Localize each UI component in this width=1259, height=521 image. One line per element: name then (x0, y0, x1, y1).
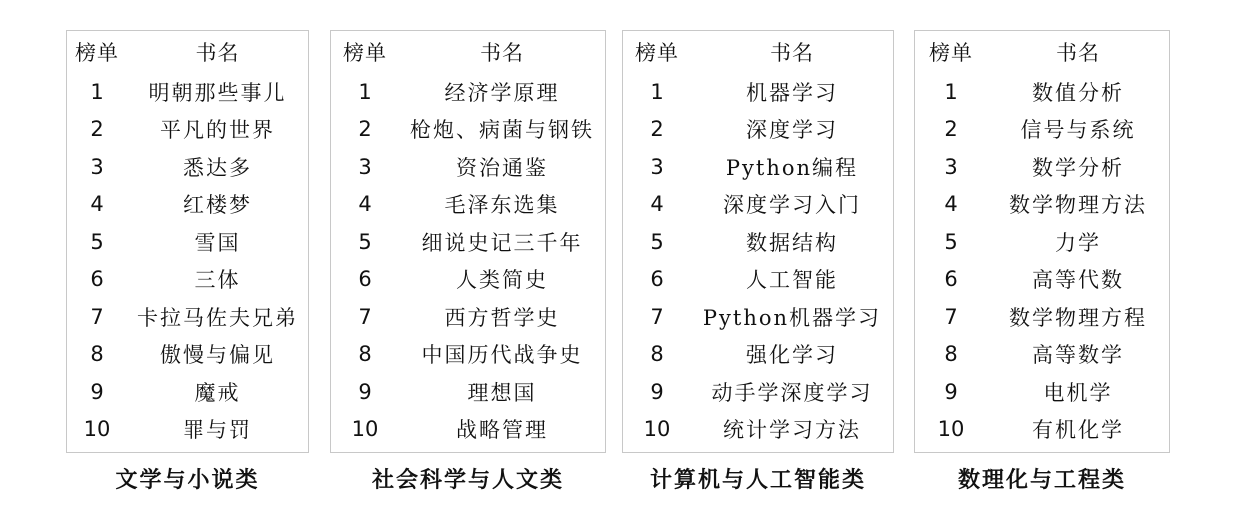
table-row (331, 411, 605, 449)
book-title: 电机学 (1043, 380, 1113, 405)
rank-number: 2 (90, 117, 104, 142)
table-row (331, 186, 605, 224)
rank-number: 8 (944, 342, 958, 367)
rank-number: 10 (351, 417, 379, 442)
rank-number: 2 (944, 117, 958, 142)
table-row (331, 298, 605, 336)
rank-number: 4 (944, 192, 958, 217)
category-caption: 数理化与工程类 (957, 467, 1126, 493)
table-row (623, 111, 893, 149)
ranking-panel-2 (330, 30, 606, 453)
table-row (67, 148, 308, 186)
table-row (67, 336, 308, 374)
book-title: 魔戒 (194, 380, 241, 405)
table-row (915, 148, 1169, 186)
title-column-header: 书名 (770, 41, 814, 65)
rank-number: 8 (358, 342, 372, 367)
book-title: 战略管理 (456, 418, 548, 443)
book-title: 高等代数 (1032, 268, 1124, 293)
category-caption: 社会科学与人文类 (371, 467, 564, 493)
book-title: 卡拉马佐夫兄弟 (137, 305, 298, 330)
book-title: 资治通鉴 (456, 155, 548, 180)
rank-column-header: 榜单 (635, 41, 679, 65)
book-title: 数据结构 (746, 230, 838, 255)
title-column-header: 书名 (195, 41, 240, 65)
book-title: Python编程 (725, 155, 859, 180)
table-row (331, 373, 605, 411)
rank-number: 4 (650, 192, 664, 217)
rank-number: 6 (650, 267, 664, 292)
book-title: 数学物理方法 (1009, 193, 1147, 218)
table-row (915, 186, 1169, 224)
ranking-table (915, 31, 1169, 448)
table-row (623, 411, 893, 449)
table-row (623, 261, 893, 299)
table-header-row (915, 31, 1169, 73)
book-title: 细说史记三千年 (421, 230, 583, 255)
book-title: 毛泽东选集 (444, 193, 560, 218)
table-row (915, 261, 1169, 299)
table-row (67, 373, 308, 411)
book-title: 明朝那些事儿 (148, 80, 287, 105)
book-title: 悉达多 (183, 155, 252, 180)
rank-number: 4 (358, 192, 372, 217)
table-row (915, 336, 1169, 374)
table-row (915, 411, 1169, 449)
rank-number: 1 (650, 79, 664, 104)
table-row (915, 111, 1169, 149)
book-title: 理想国 (467, 380, 537, 405)
rank-number: 10 (83, 417, 111, 442)
table-row (67, 261, 308, 299)
table-row (623, 298, 893, 336)
book-title: 数学物理方程 (1009, 305, 1147, 330)
table-row (67, 111, 308, 149)
book-title: 经济学原理 (444, 80, 560, 105)
rank-number: 7 (650, 304, 664, 329)
rank-number: 1 (90, 79, 104, 104)
rank-number: 9 (944, 379, 958, 404)
rank-column-header: 榜单 (929, 41, 973, 65)
book-title: 数学分析 (1032, 155, 1124, 180)
category-caption: 文学与小说类 (115, 467, 260, 493)
table-row (623, 186, 893, 224)
book-title: 信号与系统 (1020, 118, 1136, 143)
book-title: 动手学深度学习 (711, 380, 873, 405)
table-row (67, 298, 308, 336)
rank-number: 7 (358, 304, 372, 329)
book-title: 深度学习入门 (723, 193, 861, 218)
ranking-table (623, 31, 893, 448)
rank-number: 5 (650, 229, 664, 254)
book-title: 傲慢与偏见 (160, 343, 275, 368)
rank-number: 5 (358, 229, 372, 254)
book-title: 雪国 (194, 230, 241, 255)
title-column-header: 书名 (1056, 41, 1100, 65)
book-title: Python机器学习 (702, 305, 882, 330)
table-row (915, 73, 1169, 111)
rank-number: 5 (90, 229, 104, 254)
table-row (623, 73, 893, 111)
book-title: 高等数学 (1032, 343, 1124, 368)
book-title: 西方哲学史 (444, 305, 560, 330)
ranking-panel-3 (622, 30, 894, 453)
table-row (67, 73, 308, 111)
book-title: 力学 (1055, 230, 1101, 255)
table-row (331, 261, 605, 299)
table-row (331, 111, 605, 149)
table-row (331, 336, 605, 374)
book-title: 枪炮、病菌与钢铁 (410, 118, 594, 143)
book-title: 红楼梦 (183, 193, 252, 218)
book-title: 三体 (194, 268, 241, 293)
ranking-table (67, 31, 308, 448)
book-title: 有机化学 (1032, 418, 1124, 443)
table-row (915, 298, 1169, 336)
book-title: 中国历代战争史 (421, 343, 583, 368)
ranking-panel-1 (66, 30, 309, 453)
book-title: 数值分析 (1032, 80, 1124, 105)
table-row (623, 336, 893, 374)
rank-number: 9 (358, 379, 372, 404)
rank-column-header: 榜单 (343, 41, 387, 65)
ranking-table (331, 31, 605, 448)
category-caption: 计算机与人工智能类 (649, 467, 866, 493)
rank-number: 7 (90, 304, 104, 329)
table-row (67, 411, 308, 449)
table-row (67, 223, 308, 261)
ranking-panel-4 (914, 30, 1170, 453)
rank-number: 6 (90, 267, 104, 292)
rank-number: 6 (944, 267, 958, 292)
rank-number: 4 (90, 192, 104, 217)
rank-number: 10 (643, 417, 671, 442)
rank-number: 9 (650, 379, 664, 404)
rank-number: 3 (650, 154, 664, 179)
rank-number: 5 (944, 229, 958, 254)
rank-number: 8 (650, 342, 664, 367)
rank-number: 3 (358, 154, 372, 179)
table-row (915, 373, 1169, 411)
table-row (623, 373, 893, 411)
book-title: 平凡的世界 (160, 118, 275, 143)
rank-column-header: 榜单 (75, 41, 119, 65)
table-row (331, 148, 605, 186)
rank-number: 6 (358, 267, 372, 292)
book-title: 人工智能 (746, 268, 838, 293)
rank-number: 10 (937, 417, 965, 442)
table-row (67, 186, 308, 224)
table-header-row (331, 31, 605, 73)
table-header-row (623, 31, 893, 73)
book-title: 统计学习方法 (723, 418, 861, 443)
rank-number: 9 (90, 379, 104, 404)
table-row (623, 223, 893, 261)
table-header-row (67, 31, 308, 73)
table-row (915, 223, 1169, 261)
title-column-header: 书名 (480, 41, 524, 65)
rank-number: 2 (650, 117, 664, 142)
book-title: 深度学习 (746, 118, 838, 143)
table-row (331, 73, 605, 111)
rank-number: 1 (358, 79, 372, 104)
rank-number: 3 (90, 154, 104, 179)
rank-number: 8 (90, 342, 104, 367)
rank-number: 3 (944, 154, 958, 179)
rank-number: 2 (358, 117, 372, 142)
rank-number: 7 (944, 304, 958, 329)
book-title: 机器学习 (746, 80, 838, 105)
table-row (623, 148, 893, 186)
table-row (331, 223, 605, 261)
book-title: 人类简史 (456, 268, 548, 293)
rank-number: 1 (944, 79, 958, 104)
book-title: 罪与罚 (183, 418, 252, 443)
book-title: 强化学习 (746, 343, 838, 368)
